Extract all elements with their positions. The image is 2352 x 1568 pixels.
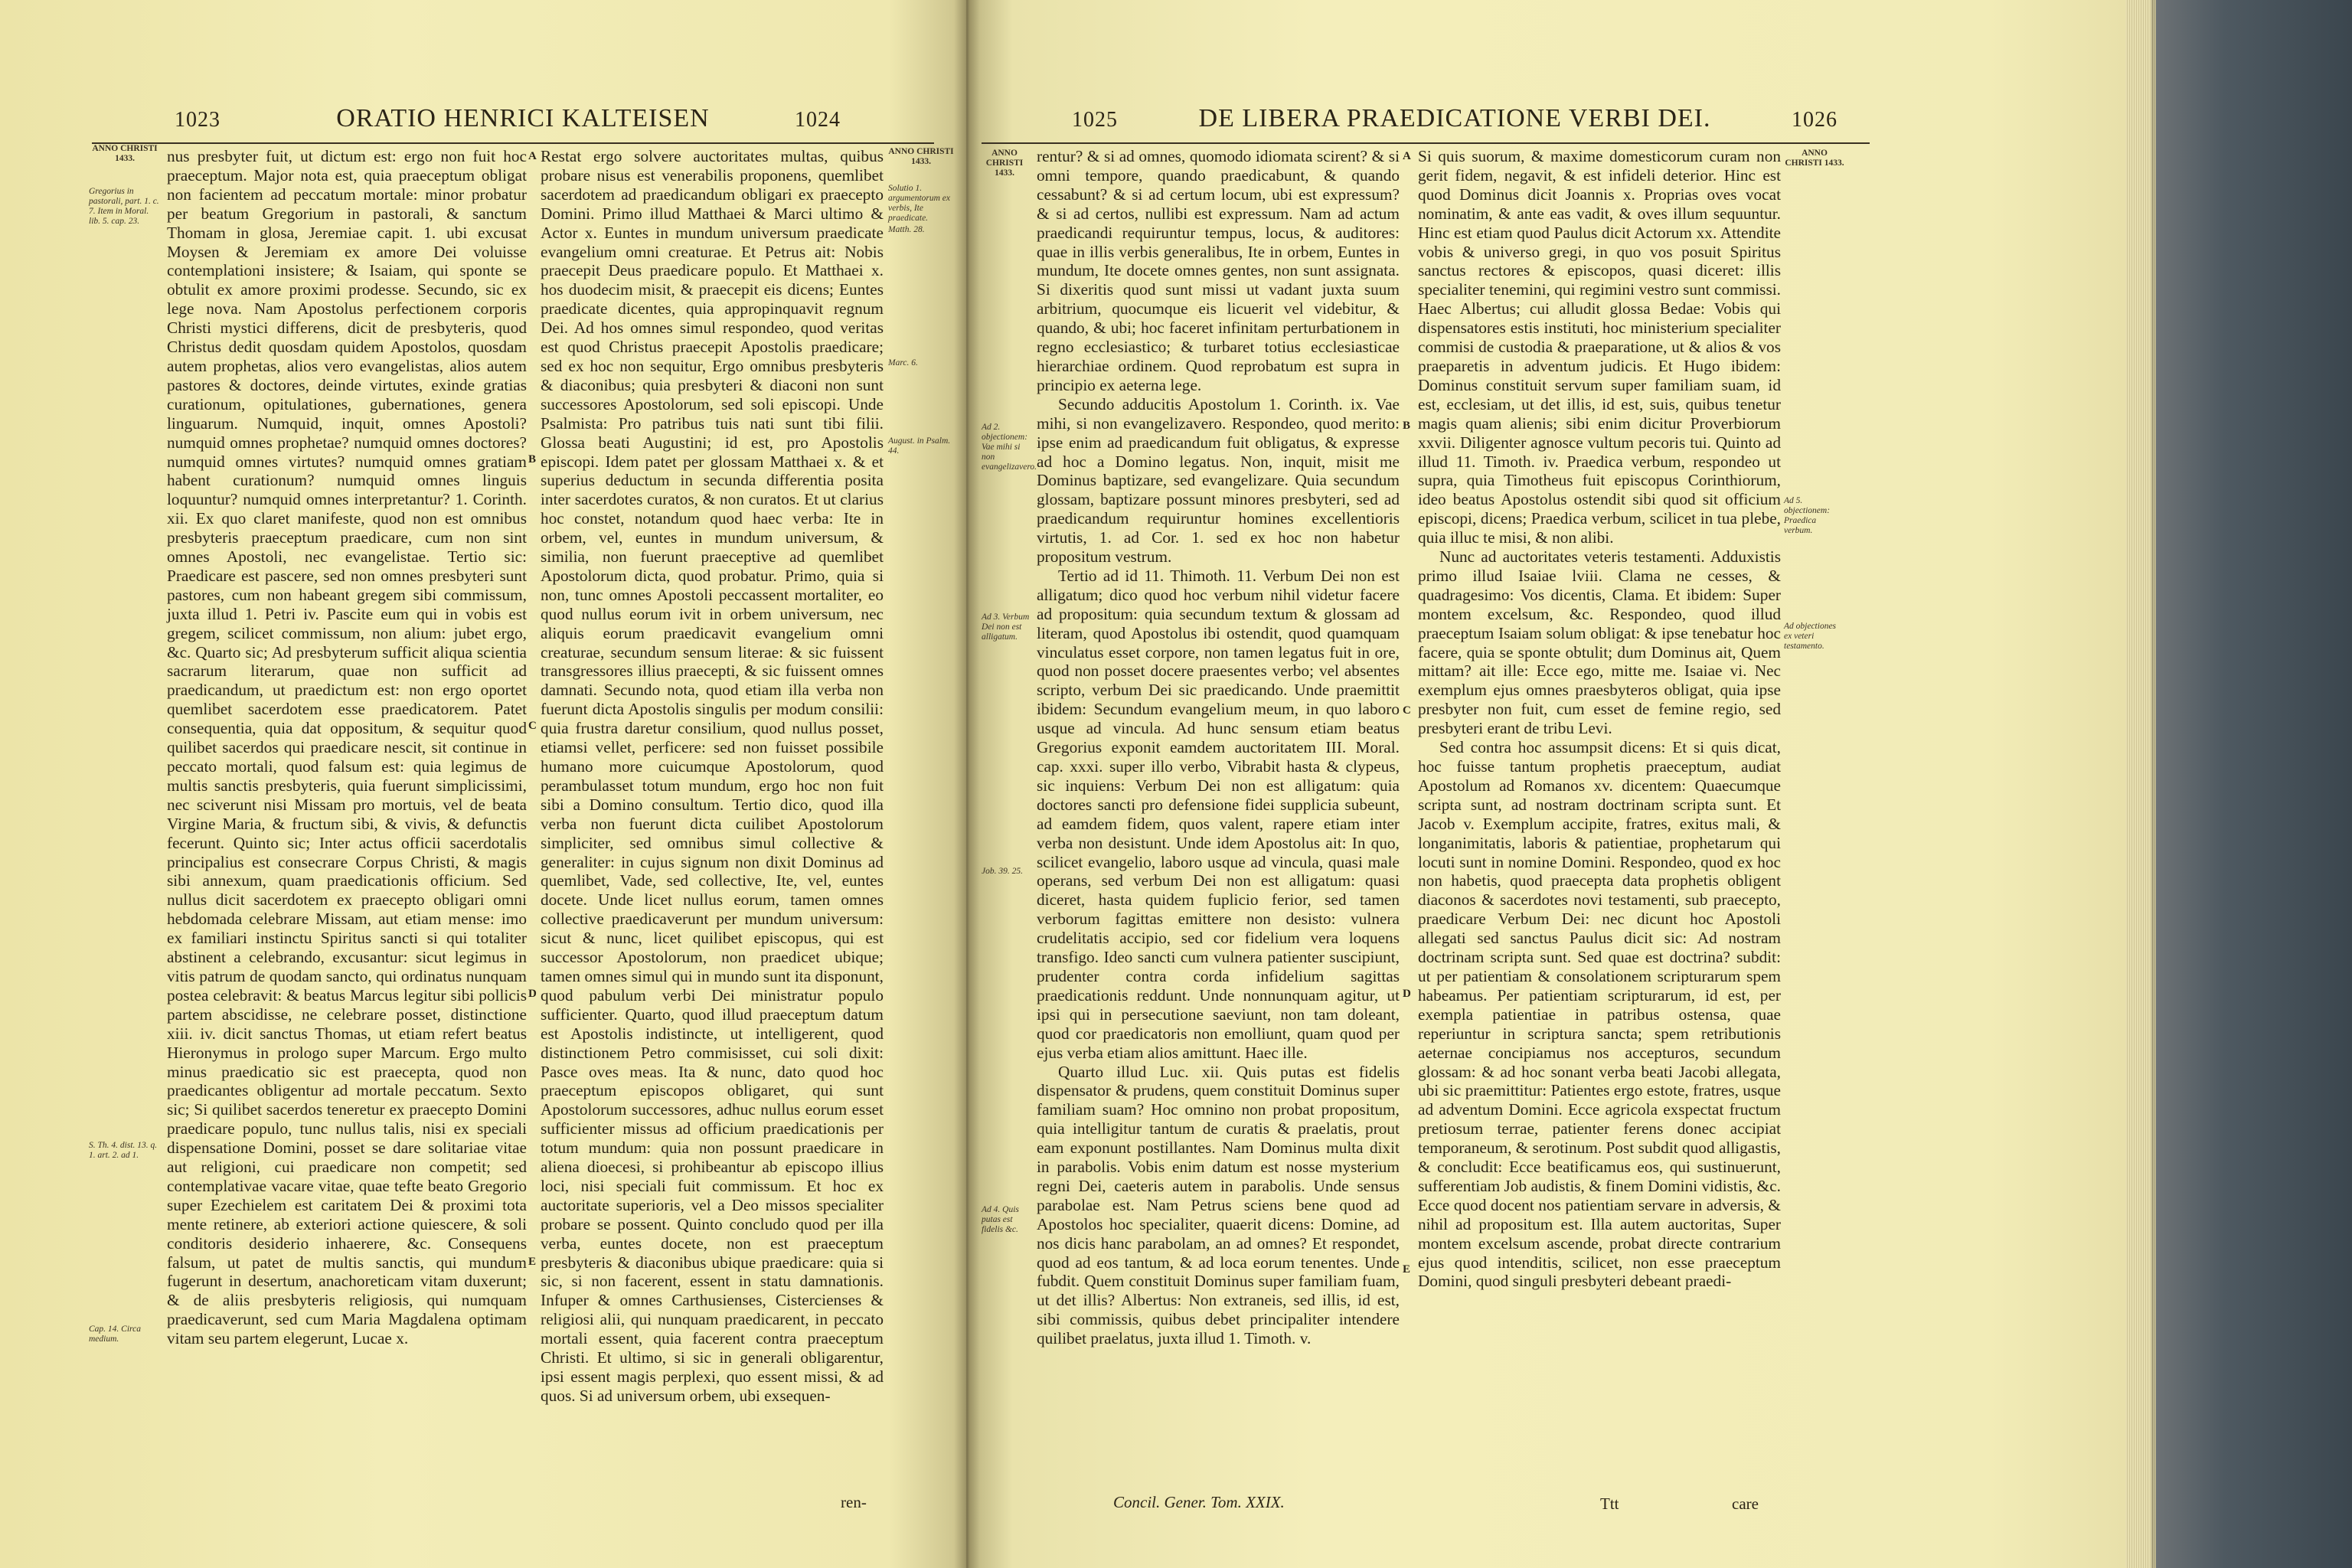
margin-note: August. in Psalm. 44. (888, 436, 951, 456)
right-column-2 (1418, 147, 1781, 1494)
column-marker: D (1403, 988, 1411, 1000)
paragraph: Sed contra hoc assumpsit dicens: Et si quis dicat, hoc fuisse tantum prophetis praeceptum, audiat Apostolum ad Romanos xv. dicentem: Quaecumque scripta sunt, ad nostram doctrinam scripta sunt. Et Jacob v. Exemplum accipite, fratres, exitus mali, & longanimitatis, laboris & patientiae, prophetarum qui locuti sunt in nomine Domini. Respondeo, quod ex hoc non habetis, quod praecepta data prophetis obligent diaconos & sacerdotes novi testamenti, sub praecepto, praedicare Verbum Dei: nec dicunt hoc Apostoli allegati sed sanctus Paulus dicit sic: Ad nostram doctrinam scripta sunt. Sed quae est doctrina? subdit: ut per patientiam & consolationem scripturarum spem habeamus. Per patientiam scripturarum, id est, per exempla patientiae in patribus ostensa, quae reperiuntur in scriptura sancta; spem retributionis aeternae concipiamus nos accepturos, secundum glossam: & ad hoc sonant verba beati Jacobi allegata, ubi sic praemittitur: Patientes ergo estote, fratres, usque ad adventum Domini. Ecce agricola exspectat fructum pretiosum terrae, patienter ferens donec accipiat temporaneum, & serotinum. Post subdit quod alligastis, & concludit: Ecce beatificamus eos, qui sustinuerunt, sufferentiam Job audistis, & finem Domini vidistis, &c. Ecce quod docent nos patientiam servare in adversis, & nihil ad propositum est. Illa autem auctoritas, Super montem excelsum ascende, probat directe contrarium ejus quod intenditis, scilicet, non esse praeceptum Domini, quod singuli presbyteri debeant praedi- (1418, 738, 1782, 1291)
margin-note: Ad 5. objectionem: Praedica verbum. (1784, 496, 1831, 535)
column-marker: D (528, 988, 537, 1000)
catchword: ren- (841, 1493, 867, 1511)
paragraph: rentur? & si ad omnes, quomodo idiomata scirent? & si omni tempore, quando praedicabunt, & quando cessabunt? & si ad certum locum, ubi est expressum? & si ad certos, nullibi est expressum. Nam ad actum praedicandi requiruntur tempus, locus, & auditores: quae in illis verbis generalibus, Ite in orbem, Euntes in mundum, Ite docete omnes gentes, non sunt assignata. Si dixeritis quod sunt missi ut vadant juxta suum arbitrium, quocumque eis licuerit vel videbitur, & quando, & ubi; hoc faceret infinitam perturbationem in regno ecclesiastico; & turbaret totius ecclesiasticae hierarchiae ordinem. Quod reprobatum est supra in principio ex aeterna lege. (1037, 147, 1400, 394)
year-note: ANNO CHRISTI 1433. (888, 147, 954, 166)
paragraph: Nunc ad auctoritates veteris testamenti. Adduxistis primo illud Isaiae lviii. Clama ne cesses, & quadragesimo: Vos dicentis, Clama. Et ibidem: Super montem excelsum, &c. Respondeo, quod illud praeceptum Isaiam solum obligat: & ipse tenebatur hoc facere, quia se sponte obtulit; dum Dominus ait, Quem mittam? ait ille: Ecce ego, mitte me. Isaiae vi. Nec exemplum ejus omnes praesbyteros obligat, quia ipse presbyter non fuit, cum esset de femine regio, sed presbyteri erant de tribu Levi. (1418, 547, 1781, 738)
margin-note: Job. 39. 25. (982, 867, 1023, 876)
right-column-1 (1037, 147, 1400, 1479)
margin-note: Cap. 14. Circa medium. (89, 1325, 141, 1344)
book-cover (2156, 0, 2352, 1568)
left-running-head (175, 104, 841, 139)
margin-note: Ad objectiones ex veteri testamento. (1784, 622, 1837, 651)
margin-note: Solutio 1. argumentorum ex verbis, Ite praedicate. (888, 184, 951, 223)
year-note: ANNO CHRISTI 1433. (1785, 149, 1844, 168)
page-number: 1025 (1072, 108, 1118, 132)
margin-note: S. Th. 4. dist. 13. q. 1. art. 2. ad 1. (89, 1141, 158, 1160)
margin-note: Matth. 28. (888, 225, 925, 234)
left-column-2 (541, 147, 884, 1525)
paragraph: Quarto illud Luc. xii. Quis putas est fidelis dispensator & prudens, quem constituit Dominus super familiam suam? Hoc omnino non probat propositum, quia intelligitur tantum de curatis & praelatis, prout eam exponunt postillantes. Nam Dominus multa dixit in parabolis. Vobis enim datum est nosse mysterium regni Dei, caeteris autem in parabolis. Unde sensus parabolae est. Nam Petrus sciens bene quod ad Apostolos hoc specialiter, quaerit dicens: Domine, ad nos dicis hanc parabolam, an ad omnes? Et respondet, quod ad eos tantum, & ad loca eorum tenentes. Unde fubdit. Quem constituit Dominus super familiam fuam, ut det illis? Albertus: Non extraneis, sed illis, id est, sibi commissis, quibus debet principaliter intendere quilibet praelatus, juxta illud 1. Timoth. v. (1037, 1062, 1400, 1348)
column-marker: B (528, 453, 537, 466)
header-rule (982, 142, 1870, 144)
margin-note: Gregorius in pastorali, part. 1. c. 7. Item in Moral. lib. 5. cap. 23. (89, 187, 159, 226)
book-gutter (954, 0, 980, 1568)
signature-mark: Ttt (1600, 1494, 1619, 1513)
column-marker: C (528, 720, 537, 732)
right-running-head (1072, 104, 1838, 139)
year-note: ANNO CHRISTI 1433. (985, 149, 1024, 178)
column-marker: E (528, 1256, 537, 1268)
year-note: ANNO CHRISTI 1433. (92, 144, 158, 163)
margin-note: Ad 4. Quis putas est fidelis &c. (982, 1205, 1019, 1234)
margin-note: Ad 2. objectionem: Vae mihi si non evangelizavero. (982, 423, 1037, 472)
column-marker: A (528, 150, 537, 162)
column-marker: E (1403, 1263, 1411, 1276)
catchword: care (1732, 1494, 1759, 1513)
paragraph: Si quis suorum, & maxime domesticorum curam non gerit fidem, negavit, & est infideli deterior. Hinc est quod Dominus dicit Joannis x. Proprias oves vocat nominatim, & ante eas vadit, & oves illum sequuntur. Hinc est etiam quod Paulus dicit Actorum xx. Attendite vobis & universo gregi, in quo vos posuit Spiritus sanctus rectores & episcopos, quasi diceret: illis specialiter tenemini, qui regimini vestro sunt commissi. Haec Albertus; cui alludit glossa Bedae: Vobis qui dispensatores estis instituti, hoc ministerium specialiter commisi de custodia & praeparatione, ut & alios & vos praeparetis in adventum judicis. Et Hugo ibidem: Dominus constituit servum super familiam suam, id est, ecclesiam, ut det illis, id est, suis, quibus tenetur magis quam alienis; sibi enim dicitur Proverbiorum xxvii. Diligenter agnosce vultum pecoris tui. Quinto ad illud 11. Timoth. iv. Praedica verbum, respondeo ut supra, quia Timotheus fuit episcopus Corinthiorum, ideo beatus Apostolus ostendit sibi quod sit officium episcopi, dicens; Praedica verbum, scilicet in tua plebe, quia illuc te misi, & non alibi. (1418, 147, 1781, 547)
page-number: 1026 (1792, 108, 1838, 132)
paragraph: nus presbyter fuit, ut dictum est: ergo non fuit hoc praeceptum. Major nota est, quia praeceptum obligat non facientem ad peccatum mortale: minor probatur per beatum Gregorium in pastorali, & sanctum Thomam in glosa, Jeremiae capit. 1. ubi excusat Moysen & Jeremiam ex amore Dei voluisse contemplationi insistere; & Isaiam, qui sponte se obtulit ex amore proximi prodesse. Secundo, sic ex lege nova. Nam Apostolus perfectionem corporis Christi mystici differens, dicit de presbyteris, quod Christus dedit quosdam quidem Apostolos, quosdam autem prophetas, alios vero evangelistas, alios autem pastores & doctores, deinde virtutes, exinde gratias curationum, opitulationes, gubernationes, genera linguarum. Numquid, inquit, omnes Apostoli? numquid omnes prophetae? numquid omnes doctores? numquid omnes virtutes? numquid omnes gratiam habent curationum? numquid omnes linguis loquuntur? numquid omnes interpretantur? 1. Corinth. xii. Ex quo claret manifeste, quod non est omnibus presbyteris praeceptum praedicare, cum non sint omnes Apostoli, nec evangelistae. Tertio sic: Praedicare est pascere, sed non omnes presbyteri sunt pastores, cum non habeant gregem sibi commissum, juxta illud 1. Petri iv. Pascite eum qui in vobis est gregem, scilicet commissum, non alium: jubet ergo, &c. Quarto sic; Ad presbyterum sufficit aliqua scientia sacrarum literarum, quae non sufficit ad praedicandum, ut praedictum est: non ergo oportet quemlibet sacerdotem esse praedicatorem. Patet consequentia, quia dat oppositum, & sequitur quod quilibet sacerdos qui praedicare nescit, sit continue in peccato mortali, quod falsum est: quia legimus de multis sanctis presbyteris, quia fuerunt simplicissimi, nec sciverunt nisi Missam pro mortuis, vel de beata Virgine Maria, & fructum sibi, & vivis, & defunctis fecerunt. Quinto sic; Inter actus officii sacerdotalis principalius est consecrare Corpus Christi, & magis sibi annexum, quam praedicationis officium. Sed nullus dicit sacerdotem ex praecepto obligari omni hebdomada celebrare Missam, aut etiam mense: imo ex familiari instinctu Spiritus sancti si qui totaliter abstinent a celebrando, excusantur: sicut legimus in vitis patrum de quodam sancto, qui ordinatus nunquam postea celebravit: & beatus Marcus legitur sibi pollicis partem abscidisse, ne celebrare posset, distinctione xiii. iv. dicit sanctus Thomas, ut etiam refert beatus Hieronymus in prologo super Marcum. Ergo multo minus praedicatio sic est praecepta, quod non praedicantes obligentur ad mortale peccatum. Sexto sic; Si quilibet sacerdos teneretur ex praecepto Domini praedicare populo, tunc nullus talis, nisi ex speciali dispensatione Domini, posset se dare solitariae vitae aut religioni, cui praedicare non competit; sed contemplativae vacare vitae, quae tefte beato Gregorio super Ezechielem est caritatem Dei & proximi tota mente retinere, ab exteriori actione quiescere, & soli conditoris desiderio inhaerere, &c. Consequens falsum, ut patet de multis sanctis, qui mundum fugerunt in desertum, anachoreticam vitam duxerunt; & de aliis presbyteris religiosis, qui numquam praedicaverunt, sed cum Maria Magdalena optimam vitam seu partem elegerunt, Lucae x. (167, 147, 527, 1348)
paragraph: Tertio ad id 11. Thimoth. 11. Verbum Dei non est alligatum; dico quod hoc verbum nihil videtur facere ad propositum: quia secundum textum & glossam ad literam, quod Apostolus ibi ostendit, quod quamquam vinculatus esset corpore, non tamen legatus fuit in ore, quod non posset docere praesentes verbo; vel absentes scripto, verbum Dei sic praedicando. Unde praemittit ibidem: Secundum evangelium meum, in quo laboro usque ad vincula. Ad hunc sensum etiam beatus Gregorius exponit eamdem auctoritatem III. Moral. cap. xxxi. super illo verbo, Vibrabit hasta & clypeus, sic inquiens: Verbum Dei non est alligatum: quia doctores sancti pro defensione fidei supplicia subeunt, ad eamdem fidem, quos valent, rapere etiam inter verba non desistunt. Unde idem Apostolus ait: In quo, scilicet evangelio, laboro usque ad vincula, quasi male operans, sed verbum Dei non est alligatum: quasi diceret, hasta quidem fuplicio ferior, sed tamen verborum fagittas emittere non desisto: vulnera crudelitatis accipio, sed cor fidelium vera loquens transfigo. Ideo sancti cum vulnera patienter suscipiunt, prudenter contra corda infidelium sagittas praedicationis reddunt. Unde nonnunquam agitur, ut ipsi qui in persecutione saeviunt, non tam doleant, quod cor praedicatoris non emolliunt, quam quod per ejus verba etiam alios amittunt. Haec ille. (1037, 566, 1400, 1062)
column-marker: A (1403, 150, 1411, 162)
margin-note: Ad 3. Verbum Dei non est alligatum. (982, 612, 1030, 642)
paragraph: Restat ergo solvere auctoritates multas, quibus probare nisus est venerabilis proponens, quemlibet sacerdotem ad praedicandum obligari ex praecepto Domini. Primo illud Matthaei & Marci ultimo & Actor x. Euntes in mundum universum praedicate evangelium omni creaturae. Et Petrus ait: Nobis praecepit Deus praedicare populo. Et Matthaei x. hos duodecim misit, & praecepit eis dicens; Euntes praedicate dicentes, quia appropinquavit regnum Dei. Ad hos omnes simul respondeo, quod veritas est quod Christus praecepit Apostolis praedicare; sed ex hoc non sequitur, Ergo omnibus presbyteris & diaconibus; quia presbyteri & diaconi non sunt successores Apostolorum, sed soli episcopi. Unde Psalmista: Pro patribus tuis nati sunt tibi filii. Glossa beati Augustini; id est, pro Apostolis episcopi. Idem patet per glossam Matthaei x. & et superius deductum in secunda differentia posita inter sacerdotes curatos, & non curatos. Et ut clarius hoc constet, notandum quod haec verba: Ite in orbem, vel, euntes in mundum universum, & similia, non fuerunt praeceptive ad quemlibet Apostolorum dicta, quod probatur. Primo, quia si non, tunc omnes Apostoli peccassent mortaliter, eo quod nullus eorum ivit in orbem universum, nec aliquis eorum praedicavit evangelium omni creaturae, secundum sensum literae: & sic fuissent transgressores illius praecepti, & sic fuissent omnes damnati. Secundo nota, quod etiam illa verba non fuerunt dicta Apostolis singulis per modum consilii: quia frustra daretur consilium, quod nullus posset, etiamsi vellet, perficere: sed non fuisset possibile humano more cuicumque Apostolorum, quod perambulasset totum mundum, ergo hoc non fuit sibi a Domino consultum. Tertio dico, quod illa verba non fuerunt dicta cuilibet Apostolorum simpliciter, sed omnibus simul collective & generaliter: in cujus signum non dixit Dominus ad quemlibet, Vade, sed collective, Ite, vel, euntes docete. Unde licet nullus eorum, tamen omnes collective praedicaverunt per mundum universum: sicut & nunc, licet quilibet episcopus, qui est successor Apostolorum, non praedicet ubique; tamen omnes simul qui in mundo sunt ita disponunt, quod pabulum verbi Dei ministratur populo sufficienter. Quarto, quod illud praeceptum datum est Apostolis indistincte, ut intelligerent, quod distinctionem Petro commisisset, cui soli dixit: Pasce oves meas. Ita & nunc, dato quod hoc praeceptum episcopos obligaret, qui sunt Apostolorum successores, adhuc nullus eorum esset sufficienter missus ad officium praedicationis per totum mundum: quia non possunt praedicare in aliena dioecesi, si prohibeantur ab episcopo illius loci, nisi speciali fuit commissum. Et hoc ex auctoritate superioris, vel a Deo missos specialiter probare se possent. Quinto concludo quod per illa verba, euntes docete, non est praeceptum presbyteris & diaconibus ubique praedicare: quia si sic, si non facerent, essent in statu damnationis. Infuper & omnes Carthusienses, Cistercienses & religiosi alii, qui nunquam praedicarent, in peccato mortali essent, quia facerent contra praeceptum Christi. Et ultimo, si sic in generali obligarentur, ipsi essent magis perplexi, quo essent missi, & ad quos. Si ad universum orbem, ubi exsequen- (541, 147, 884, 1405)
header-rule (92, 142, 934, 144)
column-marker: B (1403, 420, 1411, 432)
running-title: ORATIO HENRICI KALTEISEN (336, 104, 710, 132)
page-number: 1024 (795, 108, 841, 132)
paragraph: Secundo adducitis Apostolum 1. Corinth. ix. Vae mihi, si non evangelizavero. Respondeo, quod merito: ipse enim ad praedicandum fuit obligatus, & expresse ad hoc a Domino legatus. Non, inquit, misit me Dominus baptizare, sed evangelizare. Quia secundum glossam, baptizare possunt minores presbyteri, sed ad praedicandum requiruntur homines excellentioris virtutis, 1. ad Cor. 1. sed ex hoc non habetur propositum vestrum. (1037, 394, 1400, 567)
page-number: 1023 (175, 108, 220, 132)
margin-note: Marc. 6. (888, 358, 918, 368)
left-column-1 (167, 147, 527, 1525)
column-marker: C (1403, 704, 1411, 717)
footer-collection: Concil. Gener. Tom. XXIX. (1113, 1493, 1285, 1511)
running-title: DE LIBERA PRAEDICATIONE VERBI DEI. (1198, 104, 1711, 132)
